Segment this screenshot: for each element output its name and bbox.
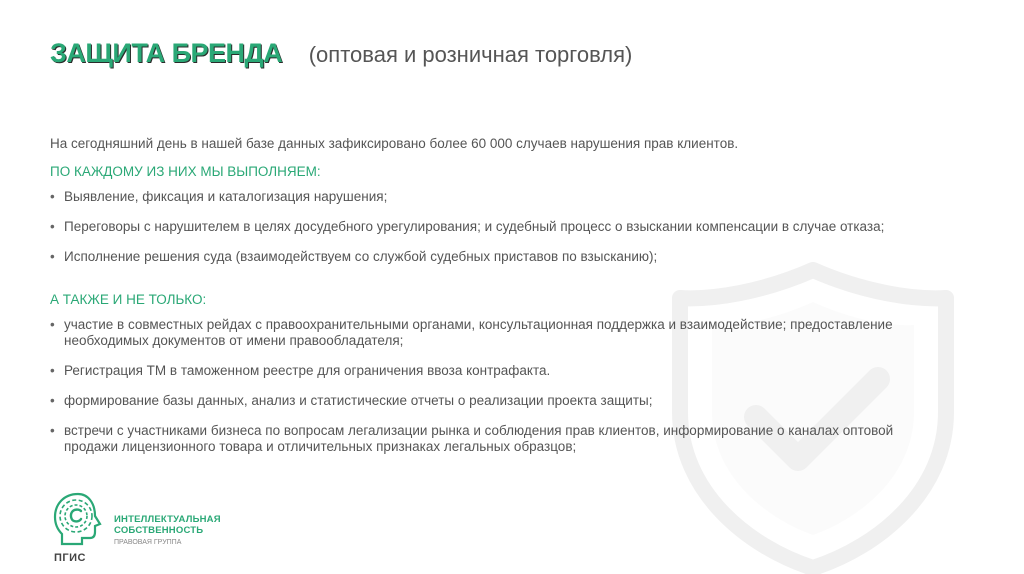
list-item: • встречи с участниками бизнеса по вопросам легализации рынка и соблюдения прав клиентов, информирование о каналах оптовой продажи лицензионного товара и отличительных признаках легальных образцов;	[50, 423, 950, 455]
section-list-1	[50, 189, 950, 265]
company-logo	[50, 490, 350, 574]
main-content	[50, 135, 950, 469]
list-item: • Переговоры с нарушителем в целях досудебного урегулирования; и судебный процесс о взыскании компенсации в случае отказа;	[50, 219, 950, 235]
list-item: • Исполнение решения суда (взаимодействуем со службой судебных приставов по взысканию);	[50, 249, 950, 265]
intro-text: На сегодняшний день в нашей базе данных зафиксировано более 60 000 случаев нарушения прав клиентов.	[50, 136, 739, 151]
logo-abbr: ПГИС	[54, 552, 86, 564]
logo-line-1: ИНТЕЛЛЕКТУАЛЬНАЯ	[114, 514, 221, 525]
logo-line-2: СОБСТВЕННОСТЬ	[114, 525, 204, 536]
section-heading-2: А ТАКЖЕ И НЕ ТОЛЬКО:	[50, 292, 207, 307]
list-item: • участие в совместных рейдах с правоохранительными органами, консультационная поддержка и взаимодействие; предоставление необходимых документов от имени правообладателя;	[50, 317, 950, 349]
list-item: • формирование базы данных, анализ и статистические отчеты о реализации проекта защиты;	[50, 393, 950, 409]
section-list-2	[50, 317, 950, 455]
logo-text	[114, 514, 221, 548]
section-heading-1: ПО КАЖДОМУ ИЗ НИХ МЫ ВЫПОЛНЯЕМ:	[50, 164, 321, 179]
page-title: ЗАЩИТА БРЕНДА	[50, 38, 283, 68]
page-subtitle: (оптовая и розничная торговля)	[308, 42, 633, 67]
title-row	[50, 38, 632, 69]
logo-line-3: ПРАВОВАЯ ГРУППА	[114, 539, 182, 546]
logo-head-icon	[50, 490, 108, 548]
list-item: • Выявление, фиксация и каталогизация нарушения;	[50, 189, 950, 205]
list-item: • Регистрация ТМ в таможенном реестре для ограничения ввоза контрафакта.	[50, 363, 950, 379]
